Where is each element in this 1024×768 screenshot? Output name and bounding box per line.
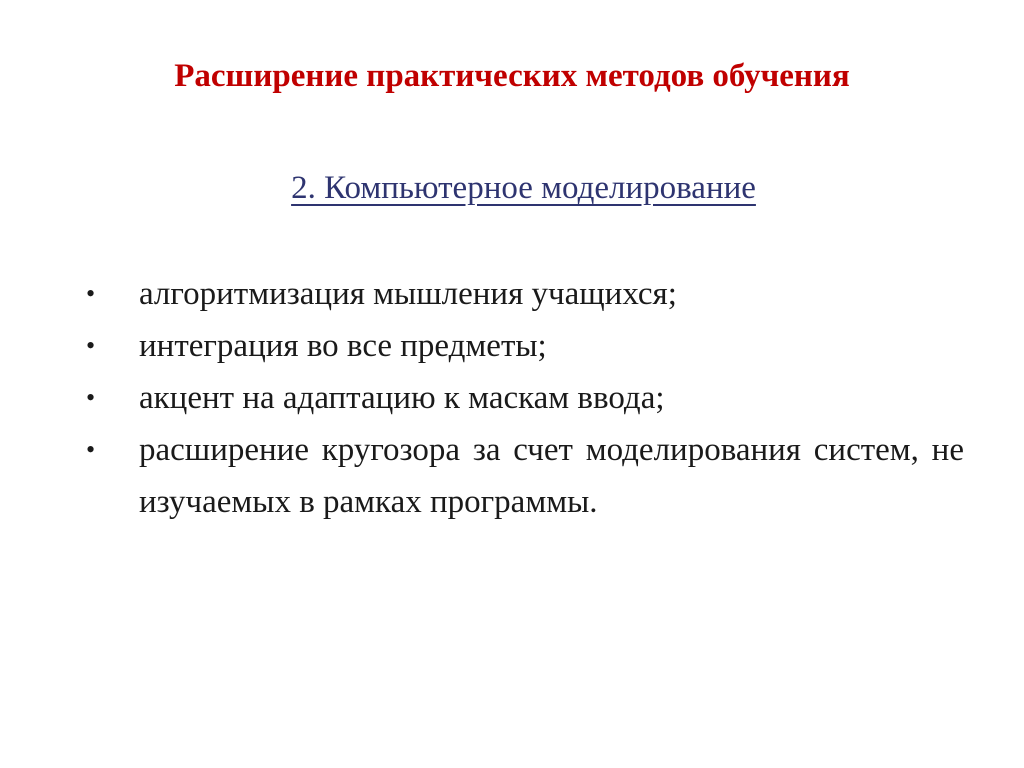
bullet-text: интеграция во все предметы; — [139, 328, 547, 364]
bullet-item — [86, 424, 964, 528]
bullet-dot-icon: • — [86, 383, 96, 412]
slide-title: Расширение практических методов обучения — [174, 58, 850, 94]
bullet-item — [86, 372, 964, 424]
bullet-item — [86, 268, 964, 320]
bullet-dot-icon: • — [86, 435, 96, 464]
bullet-dot-icon: • — [86, 331, 96, 360]
bullet-text: алгоритмизация мышления учащихся; — [139, 276, 677, 312]
bullet-text: расширение кругозора за счет моделирования систем, не изучаемых в рамках программы. — [139, 432, 964, 520]
bullet-item — [86, 320, 964, 372]
bullet-list — [86, 268, 964, 528]
bullet-dot-icon: • — [86, 279, 96, 308]
slide-subtitle — [0, 164, 1024, 212]
subtitle-text: 2. Компьютерное моделирование — [291, 170, 756, 206]
bullet-text: акцент на адаптацию к маскам ввода; — [139, 380, 665, 416]
